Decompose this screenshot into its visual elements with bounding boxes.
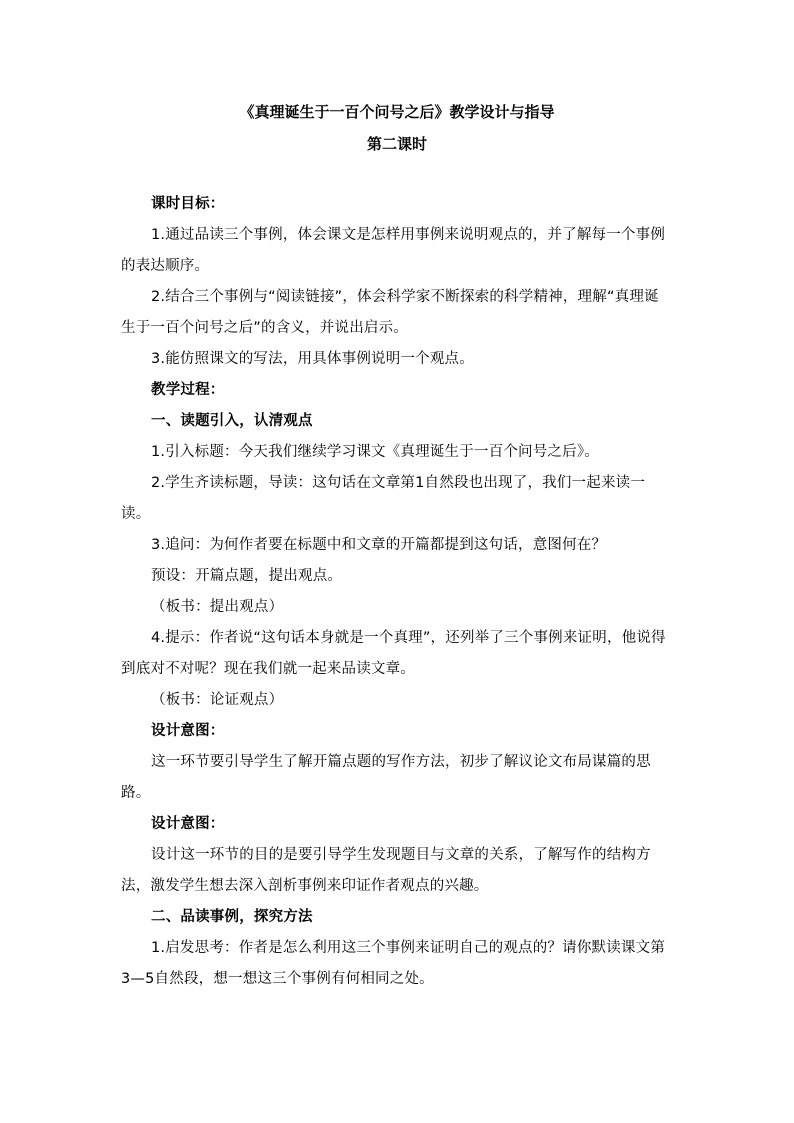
- preset-answer: 预设：开篇点题，提出观点。: [151, 568, 343, 584]
- section-heading-process: 教学过程：: [151, 382, 225, 398]
- section-heading-objectives: 课时目标：: [151, 196, 225, 212]
- process-step: 3.追问：为何作者要在标题中和文章的开篇都提到这句话，意图何在？: [151, 537, 607, 553]
- board-note: （板书：论证观点）: [151, 692, 284, 708]
- objective-item: 2.结合三个事例与“阅读链接”，体会科学家不断探索的科学精神，理解“真理诞生于一百个问号之后”的含义，并说出启示。: [121, 289, 659, 336]
- design-intent-text: 这一环节要引导学生了解开篇点题的写作方法，初步了解议论文布局谋篇的思路。: [121, 754, 651, 801]
- objective-item: 3.能仿照课文的写法，用具体事例说明一个观点。: [151, 351, 474, 367]
- board-note: （板书：提出观点）: [151, 599, 284, 615]
- document-title: 《真理诞生于一百个问号之后》教学设计与指导: [239, 103, 555, 121]
- process-step: 2.学生齐读标题，导读：这句话在文章第1自然段也出现了，我们一起来读一读。: [121, 475, 646, 522]
- objective-item: 1.通过品读三个事例，体会课文是怎样用事例来说明观点的，并了解每一个事例的表达顺序。: [121, 227, 666, 274]
- document-body: [121, 189, 669, 995]
- design-intent-heading: 设计意图：: [151, 816, 225, 832]
- section-heading-part-one: 一、读题引入，认清观点: [151, 413, 313, 429]
- process-step: 1.启发思考：作者是怎么利用这三个事例来证明自己的观点的？请你默读课文第3—5自然段，想一想这三个事例有何相同之处。: [121, 940, 666, 987]
- process-step: 1.引入标题：今天我们继续学习课文《真理诞生于一百个问号之后》。: [151, 444, 599, 460]
- section-heading-part-two: 二、品读事例，探究方法: [151, 909, 313, 925]
- design-intent-text: 设计这一环节的目的是要引导学生发现题目与文章的关系，了解写作的结构方法，激发学生想去深入剖析事例来印证作者观点的兴趣。: [121, 847, 651, 894]
- process-step: 4.提示：作者说“这句话本身就是一个真理”，还列举了三个事例来证明，他说得到底对不对呢？现在我们就一起来品读文章。: [121, 630, 666, 677]
- document-subtitle: 第二课时: [366, 135, 427, 153]
- design-intent-heading: 设计意图：: [151, 723, 225, 739]
